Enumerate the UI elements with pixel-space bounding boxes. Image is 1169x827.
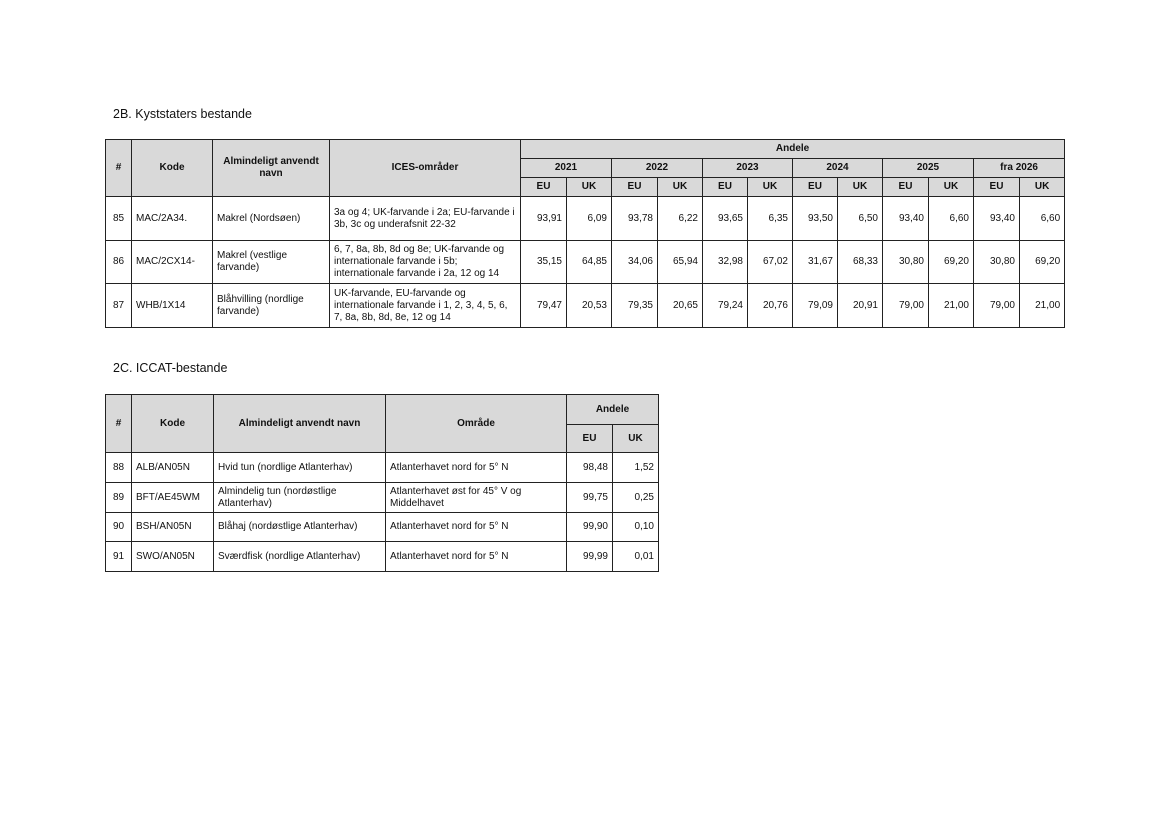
value-cell: 79,09 (793, 284, 838, 328)
year-header: 2025 (883, 159, 974, 178)
eu-header: EU (793, 178, 838, 197)
eu-header: EU (883, 178, 929, 197)
row-code: MAC/2CX14- (132, 241, 213, 284)
value-cell: 93,65 (703, 197, 748, 241)
uk-header: UK (613, 425, 659, 453)
row-num: 89 (106, 483, 132, 513)
header-row-1 (106, 395, 659, 425)
uk-header: UK (1020, 178, 1065, 197)
col-header-code: Kode (132, 395, 214, 453)
eu-value: 99,90 (567, 513, 613, 542)
value-cell: 32,98 (703, 241, 748, 284)
value-cell: 79,47 (521, 284, 567, 328)
uk-header: UK (838, 178, 883, 197)
table-row (106, 241, 1065, 284)
col-header-areas: ICES-områder (330, 140, 521, 197)
value-cell: 93,91 (521, 197, 567, 241)
iccat-stocks-table (105, 394, 659, 572)
value-cell: 67,02 (748, 241, 793, 284)
table-row (106, 453, 659, 483)
col-header-code: Kode (132, 140, 213, 197)
row-area: UK-farvande, EU-farvande og internationale farvande i 1, 2, 3, 4, 5, 6, 7, 8a, 8b, 8d, 8e, 12 og 14 (330, 284, 521, 328)
table-row (106, 513, 659, 542)
table-row (106, 197, 1065, 241)
value-cell: 93,78 (612, 197, 658, 241)
row-area: Atlanterhavet øst for 45° V og Middelhavet (386, 483, 567, 513)
value-cell: 68,33 (838, 241, 883, 284)
uk-header: UK (567, 178, 612, 197)
year-header: 2023 (703, 159, 793, 178)
row-num: 88 (106, 453, 132, 483)
year-header: 2022 (612, 159, 703, 178)
value-cell: 93,40 (974, 197, 1020, 241)
uk-value: 0,10 (613, 513, 659, 542)
uk-header: UK (929, 178, 974, 197)
row-name: Sværdfisk (nordlige Atlanterhav) (214, 542, 386, 572)
row-name: Blåhaj (nordøstlige Atlanterhav) (214, 513, 386, 542)
header-row-1 (106, 140, 1065, 159)
value-cell: 79,35 (612, 284, 658, 328)
table-row (106, 483, 659, 513)
section-2c-heading: 2C. ICCAT-bestande (113, 361, 228, 375)
col-header-shares: Andele (567, 395, 659, 425)
value-cell: 20,65 (658, 284, 703, 328)
value-cell: 21,00 (1020, 284, 1065, 328)
value-cell: 69,20 (1020, 241, 1065, 284)
row-name: Makrel (Nordsøen) (213, 197, 330, 241)
value-cell: 79,24 (703, 284, 748, 328)
value-cell: 93,40 (883, 197, 929, 241)
row-num: 91 (106, 542, 132, 572)
uk-value: 1,52 (613, 453, 659, 483)
table-row (106, 542, 659, 572)
col-header-shares: Andele (521, 140, 1065, 159)
row-code: BSH/AN05N (132, 513, 214, 542)
row-area: 3a og 4; UK-farvande i 2a; EU-farvande i 3b, 3c og underafsnit 22-32 (330, 197, 521, 241)
value-cell: 6,35 (748, 197, 793, 241)
value-cell: 64,85 (567, 241, 612, 284)
row-num: 87 (106, 284, 132, 328)
eu-value: 99,99 (567, 542, 613, 572)
value-cell: 20,76 (748, 284, 793, 328)
row-num: 85 (106, 197, 132, 241)
col-header-name: Almindeligt anvendt navn (214, 395, 386, 453)
value-cell: 93,50 (793, 197, 838, 241)
value-cell: 34,06 (612, 241, 658, 284)
year-header: 2021 (521, 159, 612, 178)
eu-header: EU (521, 178, 567, 197)
value-cell: 79,00 (883, 284, 929, 328)
eu-header: EU (612, 178, 658, 197)
value-cell: 21,00 (929, 284, 974, 328)
row-num: 90 (106, 513, 132, 542)
row-area: 6, 7, 8a, 8b, 8d og 8e; UK-farvande og internationale farvande i 5b; internationale farvande i 2a, 12 og 14 (330, 241, 521, 284)
row-code: BFT/AE45WM (132, 483, 214, 513)
row-name: Almindelig tun (nordøstlige Atlanterhav) (214, 483, 386, 513)
value-cell: 79,00 (974, 284, 1020, 328)
value-cell: 20,91 (838, 284, 883, 328)
col-header-num: # (106, 395, 132, 453)
value-cell: 65,94 (658, 241, 703, 284)
value-cell: 6,22 (658, 197, 703, 241)
value-cell: 69,20 (929, 241, 974, 284)
row-name: Makrel (vestlige farvande) (213, 241, 330, 284)
table-row (106, 284, 1065, 328)
row-code: WHB/1X14 (132, 284, 213, 328)
eu-header: EU (703, 178, 748, 197)
uk-header: UK (658, 178, 703, 197)
row-num: 86 (106, 241, 132, 284)
value-cell: 6,60 (929, 197, 974, 241)
coastal-stocks-table (105, 139, 1065, 328)
row-area: Atlanterhavet nord for 5° N (386, 542, 567, 572)
uk-header: UK (748, 178, 793, 197)
value-cell: 6,09 (567, 197, 612, 241)
eu-value: 98,48 (567, 453, 613, 483)
col-header-name: Almindeligt anvendt navn (213, 140, 330, 197)
value-cell: 35,15 (521, 241, 567, 284)
row-area: Atlanterhavet nord for 5° N (386, 453, 567, 483)
row-code: MAC/2A34. (132, 197, 213, 241)
value-cell: 30,80 (974, 241, 1020, 284)
value-cell: 6,60 (1020, 197, 1065, 241)
col-header-num: # (106, 140, 132, 197)
year-header: fra 2026 (974, 159, 1065, 178)
row-name: Blåhvilling (nordlige farvande) (213, 284, 330, 328)
row-code: SWO/AN05N (132, 542, 214, 572)
row-code: ALB/AN05N (132, 453, 214, 483)
eu-value: 99,75 (567, 483, 613, 513)
uk-value: 0,25 (613, 483, 659, 513)
eu-header: EU (974, 178, 1020, 197)
row-name: Hvid tun (nordlige Atlanterhav) (214, 453, 386, 483)
row-area: Atlanterhavet nord for 5° N (386, 513, 567, 542)
value-cell: 31,67 (793, 241, 838, 284)
value-cell: 30,80 (883, 241, 929, 284)
section-2b-heading: 2B. Kyststaters bestande (113, 107, 252, 121)
value-cell: 20,53 (567, 284, 612, 328)
col-header-area: Område (386, 395, 567, 453)
uk-value: 0,01 (613, 542, 659, 572)
value-cell: 6,50 (838, 197, 883, 241)
year-header: 2024 (793, 159, 883, 178)
eu-header: EU (567, 425, 613, 453)
